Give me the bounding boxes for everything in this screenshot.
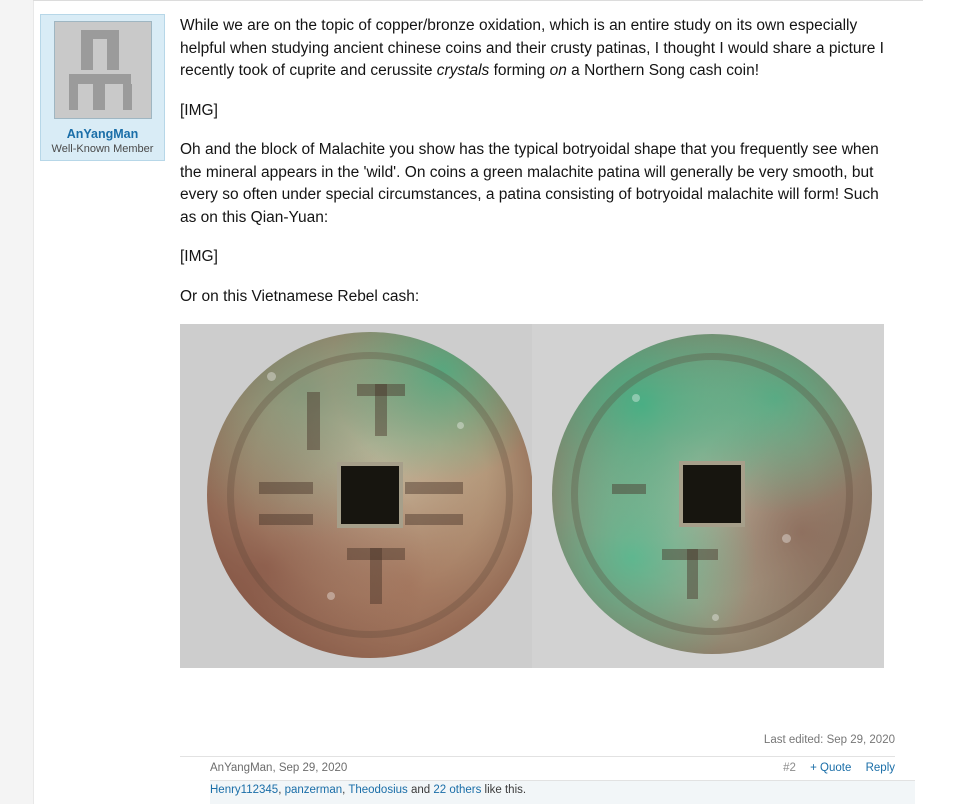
- post-actions: [772, 762, 895, 774]
- post-message-body: [180, 15, 895, 668]
- likes-sep-1: ,: [278, 784, 285, 796]
- avatar[interactable]: [54, 21, 152, 119]
- paragraph-1: [180, 15, 895, 83]
- coin-photo-reverse: [532, 324, 884, 668]
- reply-button[interactable]: Reply: [865, 762, 895, 774]
- likes-summary: [210, 784, 910, 796]
- liker-link-3[interactable]: Theodosius: [348, 784, 408, 796]
- paragraph-2: Oh and the block of Malachite you show has the typical botryoidal shape that you frequently see when the mineral appears in the 'wild'. On coins a green malachite patina will generally be very smooth, but every so often under special circumstances, a patina consisting of botryoidal malachite will form! Such as on this Qian-Yuan:: [180, 141, 879, 226]
- paragraph-1-emphasis-on: on: [549, 62, 567, 79]
- image-placeholder-1: [IMG]: [180, 101, 218, 119]
- image-placeholder-2: [IMG]: [180, 248, 218, 265]
- paragraph-1-part-a: While we are on the topic of copper/bronze oxidation, which is an entire study on its own especially helpful when studying ancient chinese coins and their crusty patinas, I thought I would share a picture I recently took of cuprite and cerussite: [180, 17, 884, 79]
- author-user-title: Well-Known Member: [51, 143, 154, 155]
- liker-others-link[interactable]: 22 others: [433, 784, 482, 796]
- paragraph-3: Or on this Vietnamese Rebel cash:: [180, 287, 420, 305]
- liker-link-2[interactable]: panzerman: [284, 784, 343, 796]
- author-username[interactable]: AnYangMan: [66, 127, 139, 141]
- quote-button[interactable]: + Quote: [810, 762, 852, 774]
- coin-photo-obverse: [180, 324, 532, 668]
- paragraph-1-emphasis-crystals: crystals: [436, 62, 490, 79]
- post-author-block: [40, 14, 165, 161]
- post-footer-meta: [180, 756, 895, 779]
- last-edited-note: Last edited: Sep 29, 2020: [763, 734, 895, 746]
- page-left-gutter: [0, 0, 34, 804]
- post-number[interactable]: #2: [783, 762, 796, 774]
- paragraph-1-part-b: forming: [489, 62, 550, 79]
- coin-obverse-image: [207, 332, 532, 658]
- coin-reverse-image: [552, 334, 872, 654]
- post-author-date: AnYangMan, Sep 29, 2020: [210, 762, 348, 774]
- likes-and: and: [407, 784, 434, 796]
- coin-photo[interactable]: [180, 324, 884, 668]
- liker-link-1[interactable]: Henry112345: [210, 784, 279, 796]
- paragraph-1-part-c: a Northern Song cash coin!: [566, 62, 759, 79]
- post-top-divider: [33, 0, 923, 1]
- likes-sep-2: ,: [342, 784, 349, 796]
- likes-suffix: like this.: [481, 784, 527, 796]
